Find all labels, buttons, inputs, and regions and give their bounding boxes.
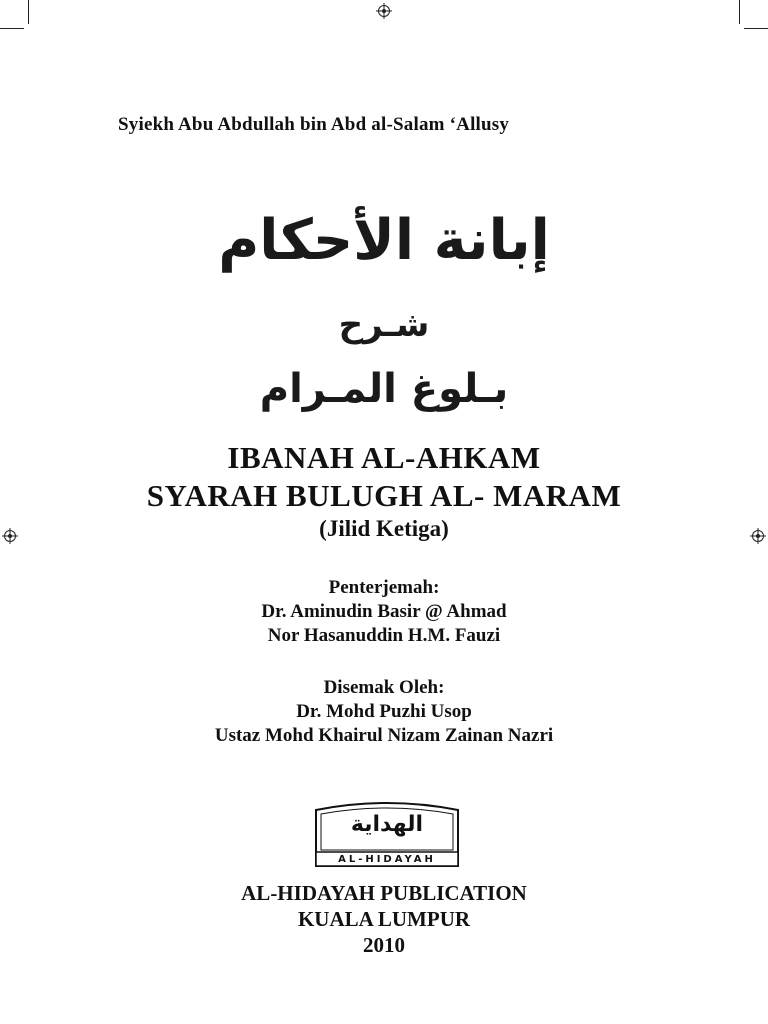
crop-mark-top-left-vertical bbox=[28, 0, 29, 24]
publisher-name: AL-HIDAYAH PUBLICATION bbox=[241, 881, 527, 905]
translator-name: Dr. Aminudin Basir @ Ahmad bbox=[261, 601, 507, 622]
arabic-title-line-1: إبانة الأحكام bbox=[218, 208, 550, 273]
reviewer-name: Ustaz Mohd Khairul Nizam Zainan Nazri bbox=[214, 725, 554, 746]
book-title-line-2: SYARAH BULUGH AL- MARAM bbox=[146, 478, 622, 513]
translators-label: Penterjemah: bbox=[328, 577, 440, 598]
crop-mark-top-left-horizontal bbox=[0, 28, 24, 29]
volume-label: (Jilid Ketiga) bbox=[319, 516, 449, 541]
publisher-year: 2010 bbox=[363, 933, 405, 957]
publisher-logo bbox=[312, 800, 462, 868]
author-name: Syiekh Abu Abdullah bin Abd al-Salam ‘Allusy bbox=[118, 114, 510, 135]
logo-arabic-text: الهداية bbox=[350, 812, 424, 837]
arabic-title-line-2: شـرح bbox=[338, 305, 430, 345]
reviewers-label: Disemak Oleh: bbox=[323, 677, 445, 698]
publisher-block bbox=[0, 880, 768, 958]
registration-mark-icon bbox=[376, 3, 392, 19]
translator-name: Nor Hasanuddin H.M. Fauzi bbox=[267, 625, 501, 646]
logo-name-text: AL-HIDAYAH bbox=[338, 854, 436, 865]
reviewers-block bbox=[0, 676, 768, 748]
reviewer-name: Dr. Mohd Puzhi Usop bbox=[296, 701, 472, 722]
translators-block bbox=[0, 576, 768, 648]
book-title-line-1: IBANAH AL-AHKAM bbox=[227, 440, 541, 475]
crop-mark-top-right-vertical bbox=[739, 0, 740, 24]
crop-mark-top-right-horizontal bbox=[744, 28, 768, 29]
arabic-title-line-3: بـلوغ المـرام bbox=[259, 366, 509, 412]
publisher-city: KUALA LUMPUR bbox=[297, 907, 471, 931]
arabic-title bbox=[0, 196, 768, 286]
